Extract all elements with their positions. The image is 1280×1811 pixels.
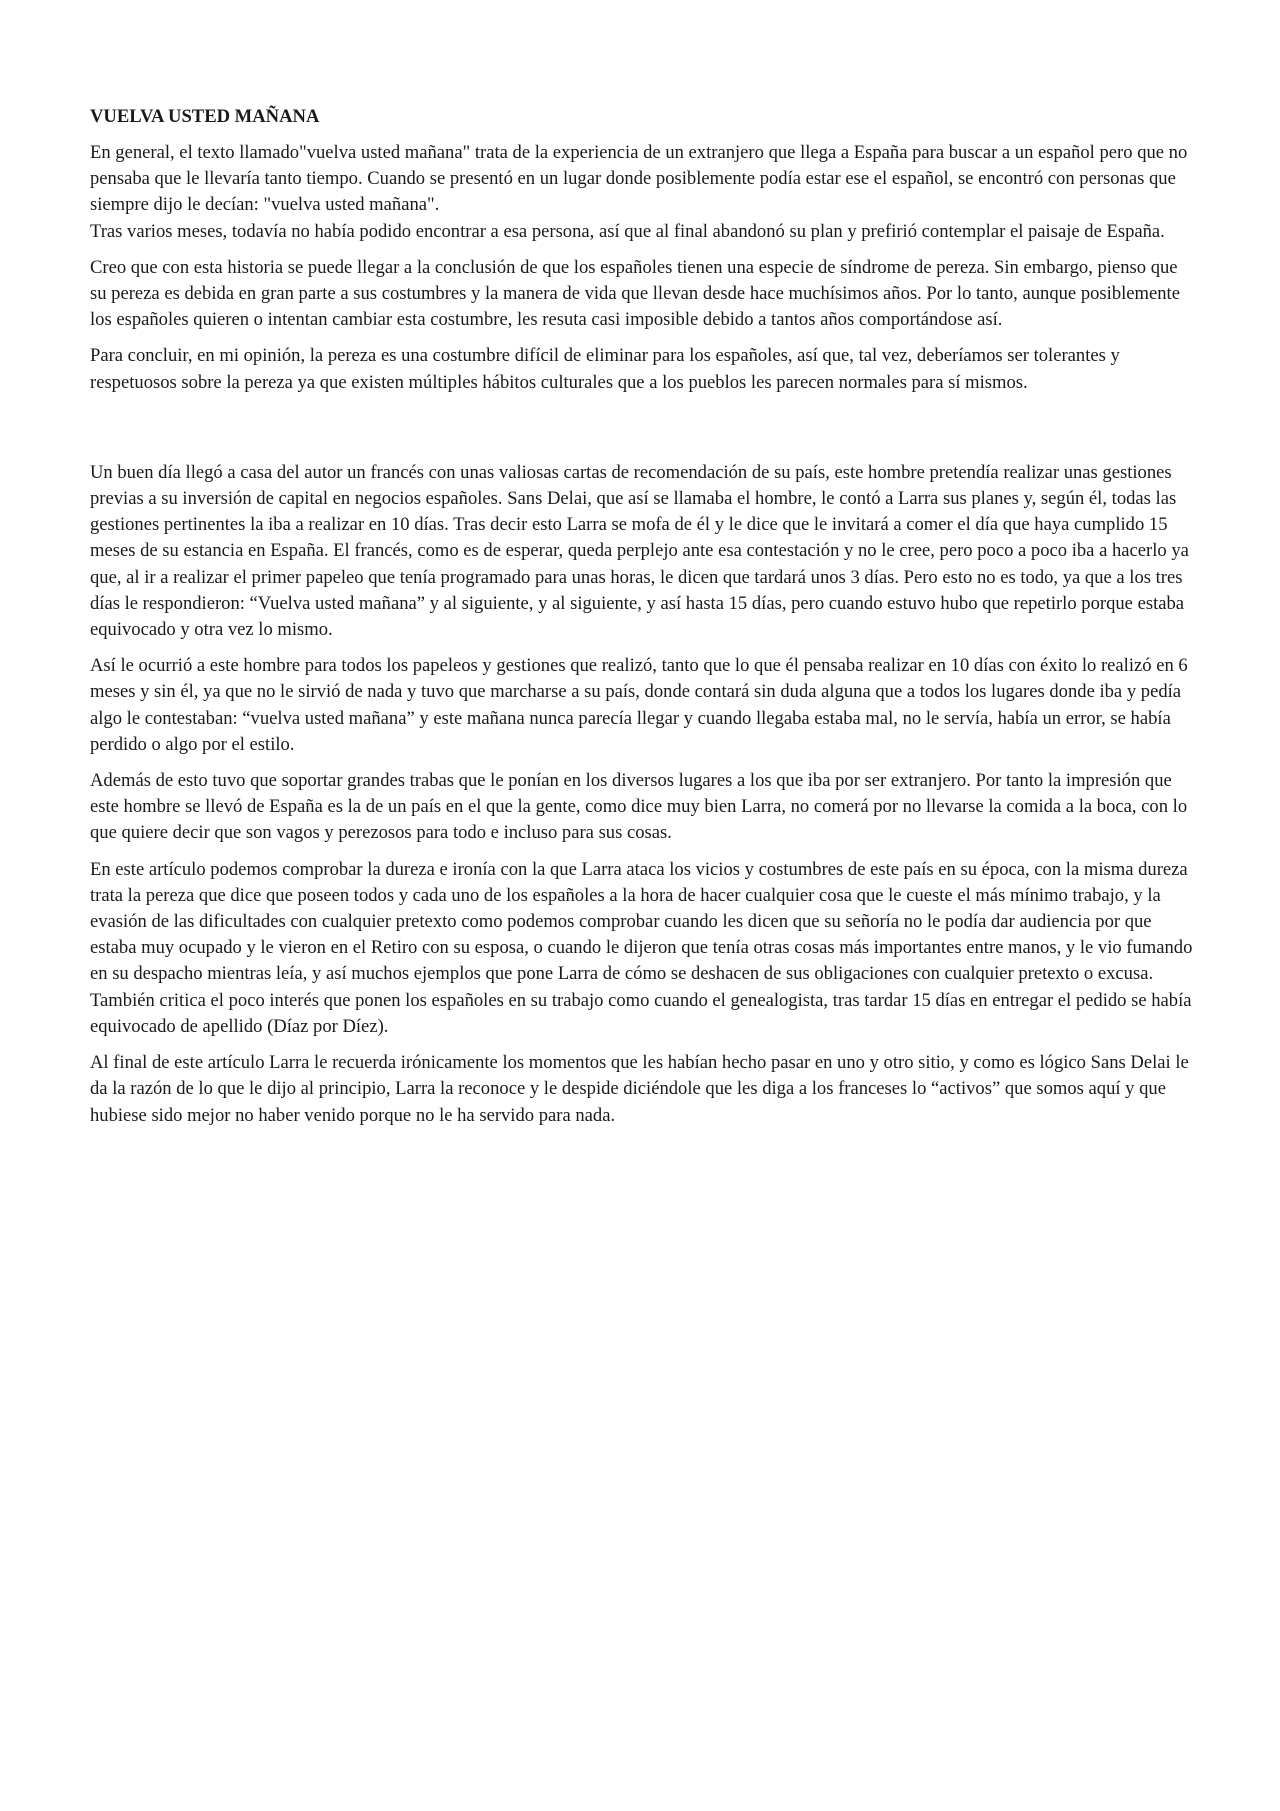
document-body	[90, 104, 1196, 1139]
summary-paragraph-2: Así le ocurrió a este hombre para todos los papeleos y gestiones que realizó, tanto que lo que él pensaba realizar en 10 días con éxito lo realizó en 6 meses y sin él, ya que no le sirvió de nada y tuvo que marcharse a su país, donde contará sin duda alguna que a todos los lugares donde iba y pedía algo le contestaban: “vuelva usted mañana” y este mañana nunca parecía llegar y cuando llegaba estaba mal, no le servía, había un error, se había perdido o algo por el estilo.	[90, 655, 1188, 755]
intro-paragraph-3: Para concluir, en mi opinión, la pereza es una costumbre difícil de eliminar para los españoles, así que, tal vez, deberíamos ser tolerantes y respetuosos sobre la pereza ya que existen múltiples hábitos culturales que a los pueblos les parecen normales para sí mismos.	[90, 345, 1120, 393]
section-spacer	[90, 406, 1196, 460]
intro-paragraph-1-part-2: Tras varios meses, todavía no había podido encontrar a esa persona, así que al final abandonó su plan y prefirió contemplar el paisaje de España.	[90, 220, 1165, 242]
summary-paragraph-5: Al final de este artículo Larra le recuerda irónicamente los momentos que les habían hecho pasar en uno y otro sitio, y como es lógico Sans Delai le da la razón de lo que le dijo al principio, Larra la reconoce y le despide diciéndole que les diga a los franceses lo “activos” que somos aquí y que hubiese sido mejor no haber venido porque no le ha servido para nada.	[90, 1052, 1189, 1126]
document-title: VUELVA USTED MAÑANA	[90, 106, 320, 127]
summary-paragraph-3: Además de esto tuvo que soportar grandes trabas que le ponían en los diversos lugares a los que iba por ser extranjero. Por tanto la impresión que este hombre se llevó de España es la de un país en el que la gente, como dice muy bien Larra, no comerá por no llevarse la comida a la boca, con lo que quiere decir que son vagos y perezosos para todo e incluso para sus cosas.	[90, 770, 1188, 844]
summary-paragraph-1: Un buen día llegó a casa del autor un francés con unas valiosas cartas de recomendación de su país, este hombre pretendía realizar unas gestiones previas a su inversión de capital en negocios españoles. Sans Delai, que así se llamaba el hombre, le contó a Larra sus planes y, según él, todas las gestiones pertinentes la iba a realizar en 10 días. Tras decir esto Larra se mofa de él y le dice que le invitará a comer el día que haya cumplido 15 meses de su estancia en España. El francés, como es de esperar, queda perplejo ante esa contestación y no le cree, pero poco a poco iba a hacerlo ya que, al ir a realizar el primer papeleo que tenía programado para unas horas, le dicen que tardará unos 3 días. Pero esto no es todo, ya que a los tres días le respondieron: “Vuelva usted mañana” y al siguiente, y al siguiente, y así hasta 15 días, pero cuando estuvo hubo que repetirlo porque estaba equivocado y otra vez lo mismo.	[90, 461, 1189, 641]
intro-paragraph-1-part-1: En general, el texto llamado"vuelva usted mañana" trata de la experiencia de un extranjero que llega a España para buscar a un español pero que no pensaba que le llevaría tanto tiempo. Cuando se presentó en un lugar donde posiblemente podía estar ese el español, se encontró con personas que siempre dijo le decían: "vuelva usted mañana".	[90, 142, 1188, 216]
intro-paragraph-1	[90, 140, 1196, 245]
summary-paragraph-4: En este artículo podemos comprobar la dureza e ironía con la que Larra ataca los vicios y costumbres de este país en su época, con la misma dureza trata la pereza que dice que poseen todos y cada uno de los españoles a la hora de hacer cualquier cosa que le cueste el más mínimo trabajo, y la evasión de las dificultades con cualquier pretexto como podemos comprobar cuando les dicen que su señoría no le podía dar audiencia por que estaba muy ocupado y le vieron en el Retiro con su esposa, o cuando le dijeron que tenía otras cosas más importantes entre manos, y le vio fumando en su despacho mientras leía, y así muchos ejemplos que pone Larra de cómo se deshacen de sus obligaciones con cualquier pretexto o excusa. También critica el poco interés que ponen los españoles en su trabajo como cuando el genealogista, tras tardar 15 días en entregar el pedido se había equivocado de apellido (Díaz por Díez).	[90, 858, 1193, 1037]
intro-paragraph-2: Creo que con esta historia se puede llegar a la conclusión de que los españoles tienen una especie de síndrome de pereza. Sin embargo, pienso que su pereza es debida en gran parte a sus costumbres y la manera de vida que llevan desde hace muchísimos años. Por lo tanto, aunque posiblemente los españoles quieren o intentan cambiar esta costumbre, les resuta casi imposible debido a tantos años comportándose así.	[90, 256, 1180, 331]
